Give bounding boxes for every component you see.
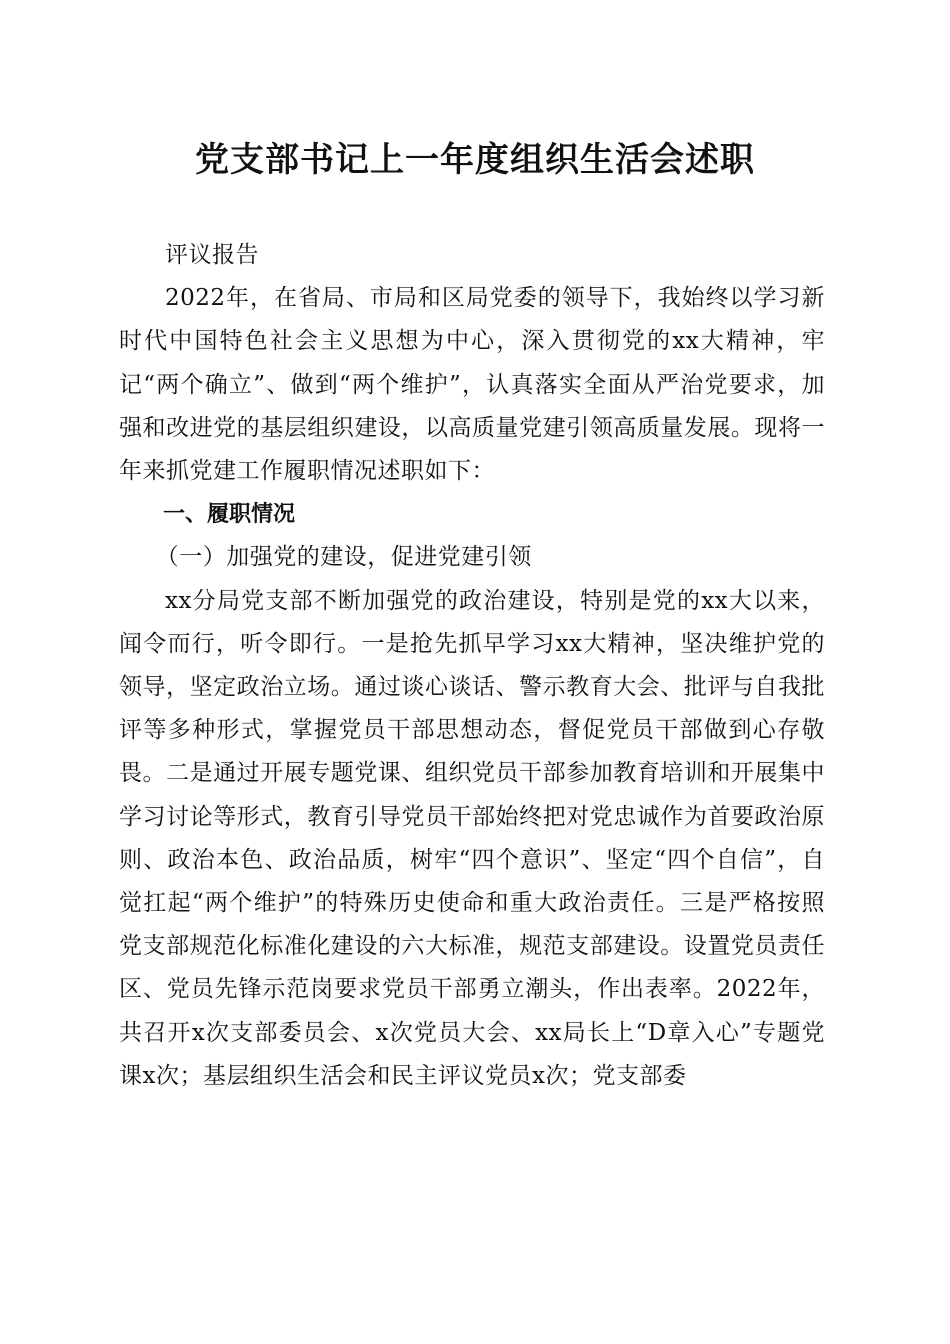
intro-paragraph: 2022年，在省局、市局和区局党委的领导下，我始终以学习新时代中国特色社会主义思想为中心，深入贯彻党的xx大精神，牢记“两个确立”、做到“两个维护”，认真落实全面从严治党要求，加强和改进党的基层组织建设，以高质量党建引领高质量发展。现将一年来抓党建工作履职情况述职如下： <box>119 285 825 485</box>
document-body <box>119 234 825 1098</box>
subsection-heading: （一）加强党的建设，促进党建引领 <box>155 544 532 571</box>
document-title: 党支部书记上一年度组织生活会述职 <box>195 140 755 180</box>
subtitle-paragraph: 评议报告 <box>165 242 259 268</box>
section-heading: 一、履职情况 <box>163 502 296 528</box>
subsection-body-paragraph: xx分局党支部不断加强党的政治建设，特别是党的xx大以来，闻令而行，听令即行。一是抢先抓早学习xx大精神，坚决维护党的领导，坚定政治立场。通过谈心谈话、警示教育大会、批评与自我批评等多种形式，掌握党员干部思想动态，督促党员干部做到心存敬畏。二是通过开展专题党课、组织党员干部参加教育培训和开展集中学习讨论等形式，教育引导党员干部始终把对党忠诚作为首要政治原则、政治本色、政治品质，树牢“四个意识”、坚定“四个自信”，自觉扛起“两个维护”的特殊历史使命和重大政治责任。三是严格按照党支部规范化标准化建设的六大标准，规范支部建设。设置党员责任区、党员先锋示范岗要求党员干部勇立潮头，作出表率。2022年，共召开x次支部委员会、x次党员大会、xx局长上“D章入心”专题党课x次；基层组织生活会和民主评议党员x次；党支部委 <box>119 587 825 1089</box>
